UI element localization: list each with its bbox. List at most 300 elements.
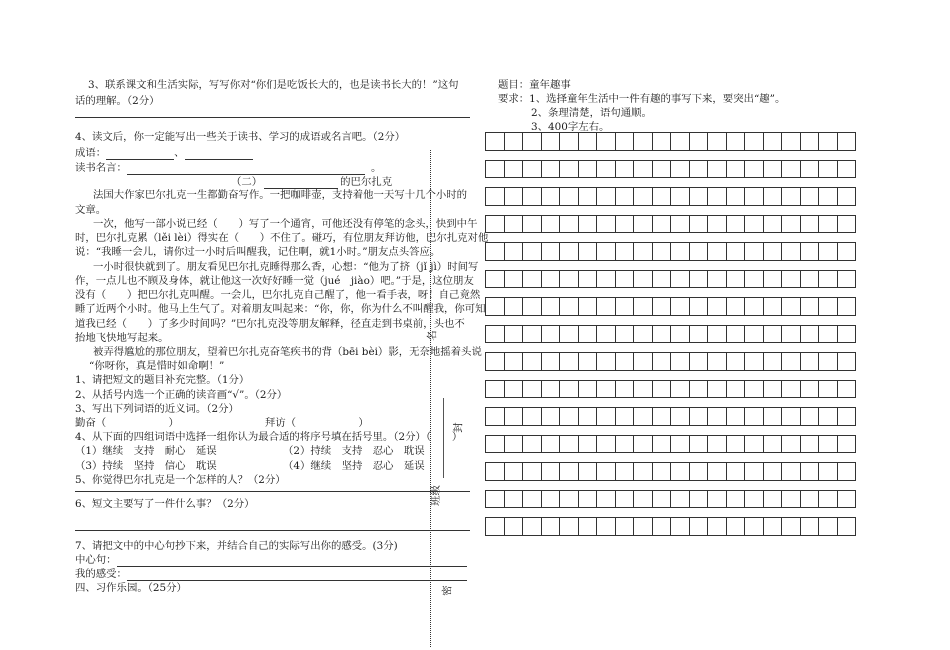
grid-cell[interactable]: [596, 132, 616, 151]
grid-cell[interactable]: [541, 297, 561, 316]
grid-cell[interactable]: [522, 380, 542, 399]
grid-cell[interactable]: [837, 242, 857, 261]
grid-cell[interactable]: [781, 490, 801, 509]
grid-cell[interactable]: [652, 160, 672, 179]
grid-cell[interactable]: [781, 297, 801, 316]
grid-cell[interactable]: [633, 160, 653, 179]
grid-cell[interactable]: [578, 435, 598, 454]
grid-cell[interactable]: [578, 407, 598, 426]
answer-line[interactable]: [75, 530, 470, 531]
grid-cell[interactable]: [781, 215, 801, 234]
grid-cell[interactable]: [578, 352, 598, 371]
grid-cell[interactable]: [818, 160, 838, 179]
grid-cell[interactable]: [652, 242, 672, 261]
grid-cell[interactable]: [615, 435, 635, 454]
grid-cell[interactable]: [633, 380, 653, 399]
grid-cell[interactable]: [559, 215, 579, 234]
grid-cell[interactable]: [633, 242, 653, 261]
grid-cell[interactable]: [633, 270, 653, 289]
grid-cell[interactable]: [744, 517, 764, 536]
grid-cell[interactable]: [485, 462, 505, 481]
grid-cell[interactable]: [504, 435, 524, 454]
grid-cell[interactable]: [633, 325, 653, 344]
grid-cell[interactable]: [559, 490, 579, 509]
grid-cell[interactable]: [578, 517, 598, 536]
grid-cell[interactable]: [504, 517, 524, 536]
grid-cell[interactable]: [541, 132, 561, 151]
grid-cell[interactable]: [670, 215, 690, 234]
grid-cell[interactable]: [763, 160, 783, 179]
grid-cell[interactable]: [818, 462, 838, 481]
grid-cell[interactable]: [541, 352, 561, 371]
grid-cell[interactable]: [818, 132, 838, 151]
grid-cell[interactable]: [578, 242, 598, 261]
grid-cell[interactable]: [837, 270, 857, 289]
grid-cell[interactable]: [652, 435, 672, 454]
grid-cell[interactable]: [837, 160, 857, 179]
grid-cell[interactable]: [744, 490, 764, 509]
grid-cell[interactable]: [800, 215, 820, 234]
grid-cell[interactable]: [707, 435, 727, 454]
grid-cell[interactable]: [781, 380, 801, 399]
grid-cell[interactable]: [800, 490, 820, 509]
grid-cell[interactable]: [670, 407, 690, 426]
grid-cell[interactable]: [652, 215, 672, 234]
grid-cell[interactable]: [522, 407, 542, 426]
grid-cell[interactable]: [800, 160, 820, 179]
grid-cell[interactable]: [615, 517, 635, 536]
grid-cell[interactable]: [837, 435, 857, 454]
grid-cell[interactable]: [559, 517, 579, 536]
grid-cell[interactable]: [652, 407, 672, 426]
grid-cell[interactable]: [596, 352, 616, 371]
grid-cell[interactable]: [726, 380, 746, 399]
grid-cell[interactable]: [578, 490, 598, 509]
grid-cell[interactable]: [504, 462, 524, 481]
grid-cell[interactable]: [615, 297, 635, 316]
grid-cell[interactable]: [596, 242, 616, 261]
grid-cell[interactable]: [707, 242, 727, 261]
grid-cell[interactable]: [744, 407, 764, 426]
grid-cell[interactable]: [596, 270, 616, 289]
grid-cell[interactable]: [633, 517, 653, 536]
grid-cell[interactable]: [522, 352, 542, 371]
grid-cell[interactable]: [596, 325, 616, 344]
grid-cell[interactable]: [670, 435, 690, 454]
grid-cell[interactable]: [837, 325, 857, 344]
grid-cell[interactable]: [670, 517, 690, 536]
grid-cell[interactable]: [485, 270, 505, 289]
grid-cell[interactable]: [763, 435, 783, 454]
grid-cell[interactable]: [818, 380, 838, 399]
grid-cell[interactable]: [818, 270, 838, 289]
grid-cell[interactable]: [485, 517, 505, 536]
grid-cell[interactable]: [596, 297, 616, 316]
grid-cell[interactable]: [744, 160, 764, 179]
synonym-baifang[interactable]: 拜访（ ）: [264, 417, 369, 429]
grid-cell[interactable]: [541, 242, 561, 261]
grid-cell[interactable]: [670, 352, 690, 371]
grid-cell[interactable]: [800, 270, 820, 289]
grid-cell[interactable]: [818, 407, 838, 426]
grid-cell[interactable]: [744, 462, 764, 481]
grid-cell[interactable]: [818, 435, 838, 454]
grid-cell[interactable]: [504, 132, 524, 151]
grid-cell[interactable]: [596, 160, 616, 179]
grid-cell[interactable]: [689, 435, 709, 454]
synonym-qinfen[interactable]: 勤奋（ ）: [75, 417, 179, 429]
grid-cell[interactable]: [615, 270, 635, 289]
grid-cell[interactable]: [744, 297, 764, 316]
answer-line[interactable]: [75, 117, 470, 118]
grid-cell[interactable]: [800, 187, 820, 206]
grid-cell[interactable]: [837, 215, 857, 234]
grid-cell[interactable]: [615, 187, 635, 206]
grid-cell[interactable]: [596, 407, 616, 426]
grid-cell[interactable]: [689, 215, 709, 234]
grid-cell[interactable]: [800, 242, 820, 261]
grid-cell[interactable]: [726, 270, 746, 289]
grid-cell[interactable]: [596, 435, 616, 454]
grid-cell[interactable]: [485, 325, 505, 344]
grid-cell[interactable]: [707, 160, 727, 179]
grid-cell[interactable]: [615, 490, 635, 509]
grid-cell[interactable]: [707, 270, 727, 289]
grid-cell[interactable]: [707, 325, 727, 344]
grid-cell[interactable]: [652, 132, 672, 151]
grid-cell[interactable]: [800, 132, 820, 151]
grid-cell[interactable]: [578, 325, 598, 344]
grid-cell[interactable]: [726, 490, 746, 509]
grid-cell[interactable]: [504, 160, 524, 179]
grid-cell[interactable]: [504, 215, 524, 234]
grid-cell[interactable]: [689, 352, 709, 371]
grid-cell[interactable]: [559, 352, 579, 371]
grid-cell[interactable]: [670, 325, 690, 344]
grid-cell[interactable]: [541, 517, 561, 536]
grid-cell[interactable]: [763, 215, 783, 234]
grid-cell[interactable]: [633, 187, 653, 206]
grid-cell[interactable]: [596, 215, 616, 234]
grid-cell[interactable]: [615, 132, 635, 151]
grid-cell[interactable]: [541, 325, 561, 344]
grid-cell[interactable]: [633, 407, 653, 426]
grid-cell[interactable]: [522, 242, 542, 261]
grid-cell[interactable]: [689, 517, 709, 536]
grid-cell[interactable]: [633, 435, 653, 454]
grid-cell[interactable]: [615, 407, 635, 426]
grid-cell[interactable]: [707, 407, 727, 426]
grid-cell[interactable]: [726, 352, 746, 371]
grid-cell[interactable]: [707, 380, 727, 399]
grid-cell[interactable]: [485, 297, 505, 316]
grid-cell[interactable]: [522, 325, 542, 344]
grid-cell[interactable]: [689, 407, 709, 426]
grid-cell[interactable]: [726, 297, 746, 316]
grid-cell[interactable]: [504, 242, 524, 261]
grid-cell[interactable]: [726, 325, 746, 344]
grid-cell[interactable]: [541, 490, 561, 509]
grid-cell[interactable]: [485, 490, 505, 509]
grid-cell[interactable]: [522, 215, 542, 234]
grid-cell[interactable]: [670, 270, 690, 289]
grid-cell[interactable]: [559, 407, 579, 426]
grid-cell[interactable]: [689, 490, 709, 509]
grid-cell[interactable]: [559, 435, 579, 454]
grid-cell[interactable]: [615, 215, 635, 234]
grid-cell[interactable]: [818, 325, 838, 344]
grid-cell[interactable]: [615, 352, 635, 371]
grid-cell[interactable]: [652, 270, 672, 289]
grid-cell[interactable]: [504, 407, 524, 426]
answer-line[interactable]: [75, 491, 470, 492]
grid-cell[interactable]: [504, 297, 524, 316]
grid-cell[interactable]: [633, 297, 653, 316]
grid-cell[interactable]: [615, 380, 635, 399]
grid-cell[interactable]: [652, 297, 672, 316]
grid-cell[interactable]: [763, 132, 783, 151]
grid-cell[interactable]: [781, 325, 801, 344]
grid-cell[interactable]: [541, 160, 561, 179]
grid-cell[interactable]: [485, 242, 505, 261]
grid-cell[interactable]: [763, 242, 783, 261]
grid-cell[interactable]: [689, 462, 709, 481]
grid-cell[interactable]: [559, 270, 579, 289]
grid-cell[interactable]: [541, 215, 561, 234]
grid-cell[interactable]: [726, 407, 746, 426]
grid-cell[interactable]: [578, 380, 598, 399]
grid-cell[interactable]: [485, 187, 505, 206]
grid-cell[interactable]: [504, 380, 524, 399]
grid-cell[interactable]: [504, 490, 524, 509]
grid-cell[interactable]: [763, 352, 783, 371]
grid-cell[interactable]: [504, 270, 524, 289]
grid-cell[interactable]: [837, 517, 857, 536]
grid-cell[interactable]: [485, 380, 505, 399]
grid-cell[interactable]: [800, 462, 820, 481]
grid-cell[interactable]: [763, 490, 783, 509]
grid-cell[interactable]: [504, 187, 524, 206]
grid-cell[interactable]: [596, 380, 616, 399]
grid-cell[interactable]: [689, 187, 709, 206]
grid-cell[interactable]: [781, 407, 801, 426]
grid-cell[interactable]: [615, 160, 635, 179]
grid-cell[interactable]: [652, 187, 672, 206]
grid-cell[interactable]: [818, 352, 838, 371]
idiom-blank-1[interactable]: [106, 159, 174, 160]
grid-cell[interactable]: [633, 215, 653, 234]
grid-cell[interactable]: [578, 462, 598, 481]
grid-cell[interactable]: [726, 187, 746, 206]
grid-cell[interactable]: [578, 132, 598, 151]
grid-cell[interactable]: [781, 352, 801, 371]
grid-cell[interactable]: [578, 187, 598, 206]
grid-cell[interactable]: [522, 160, 542, 179]
grid-cell[interactable]: [652, 517, 672, 536]
grid-cell[interactable]: [522, 490, 542, 509]
grid-cell[interactable]: [763, 517, 783, 536]
grid-cell[interactable]: [744, 187, 764, 206]
grid-cell[interactable]: [744, 435, 764, 454]
grid-cell[interactable]: [689, 160, 709, 179]
grid-cell[interactable]: [800, 325, 820, 344]
grid-cell[interactable]: [763, 407, 783, 426]
grid-cell[interactable]: [689, 132, 709, 151]
grid-cell[interactable]: [707, 352, 727, 371]
grid-cell[interactable]: [707, 215, 727, 234]
grid-cell[interactable]: [559, 380, 579, 399]
grid-cell[interactable]: [763, 187, 783, 206]
grid-cell[interactable]: [559, 160, 579, 179]
grid-cell[interactable]: [689, 242, 709, 261]
grid-cell[interactable]: [633, 490, 653, 509]
grid-cell[interactable]: [837, 297, 857, 316]
grid-cell[interactable]: [744, 380, 764, 399]
grid-cell[interactable]: [559, 325, 579, 344]
grid-cell[interactable]: [707, 517, 727, 536]
grid-cell[interactable]: [541, 435, 561, 454]
grid-cell[interactable]: [744, 270, 764, 289]
grid-cell[interactable]: [744, 325, 764, 344]
grid-cell[interactable]: [578, 270, 598, 289]
grid-cell[interactable]: [559, 187, 579, 206]
grid-cell[interactable]: [763, 380, 783, 399]
grid-cell[interactable]: [485, 435, 505, 454]
grid-cell[interactable]: [485, 407, 505, 426]
grid-cell[interactable]: [485, 160, 505, 179]
grid-cell[interactable]: [652, 490, 672, 509]
grid-cell[interactable]: [541, 380, 561, 399]
grid-cell[interactable]: [837, 352, 857, 371]
grid-cell[interactable]: [726, 160, 746, 179]
grid-cell[interactable]: [615, 242, 635, 261]
grid-cell[interactable]: [559, 297, 579, 316]
grid-cell[interactable]: [485, 132, 505, 151]
grid-cell[interactable]: [689, 380, 709, 399]
grid-cell[interactable]: [781, 270, 801, 289]
grid-cell[interactable]: [800, 435, 820, 454]
grid-cell[interactable]: [818, 297, 838, 316]
grid-cell[interactable]: [541, 462, 561, 481]
writing-grid[interactable]: [485, 132, 855, 536]
grid-cell[interactable]: [670, 490, 690, 509]
grid-cell[interactable]: [800, 297, 820, 316]
grid-cell[interactable]: [652, 462, 672, 481]
grid-cell[interactable]: [578, 160, 598, 179]
grid-cell[interactable]: [559, 462, 579, 481]
grid-cell[interactable]: [837, 187, 857, 206]
grid-cell[interactable]: [744, 215, 764, 234]
grid-cell[interactable]: [800, 407, 820, 426]
grid-cell[interactable]: [837, 407, 857, 426]
grid-cell[interactable]: [504, 352, 524, 371]
grid-cell[interactable]: [689, 270, 709, 289]
grid-cell[interactable]: [781, 242, 801, 261]
grid-cell[interactable]: [781, 462, 801, 481]
grid-cell[interactable]: [670, 132, 690, 151]
grid-cell[interactable]: [522, 297, 542, 316]
grid-cell[interactable]: [818, 215, 838, 234]
grid-cell[interactable]: [781, 435, 801, 454]
grid-cell[interactable]: [652, 380, 672, 399]
grid-cell[interactable]: [781, 160, 801, 179]
grid-cell[interactable]: [559, 242, 579, 261]
grid-cell[interactable]: [707, 462, 727, 481]
grid-cell[interactable]: [633, 132, 653, 151]
grid-cell[interactable]: [541, 407, 561, 426]
grid-cell[interactable]: [522, 435, 542, 454]
grid-cell[interactable]: [615, 462, 635, 481]
grid-cell[interactable]: [596, 517, 616, 536]
grid-cell[interactable]: [837, 132, 857, 151]
grid-cell[interactable]: [596, 490, 616, 509]
grid-cell[interactable]: [596, 462, 616, 481]
grid-cell[interactable]: [837, 380, 857, 399]
grid-cell[interactable]: [522, 517, 542, 536]
grid-cell[interactable]: [522, 132, 542, 151]
grid-cell[interactable]: [633, 462, 653, 481]
grid-cell[interactable]: [837, 490, 857, 509]
grid-cell[interactable]: [670, 242, 690, 261]
grid-cell[interactable]: [763, 325, 783, 344]
grid-cell[interactable]: [596, 187, 616, 206]
grid-cell[interactable]: [707, 132, 727, 151]
grid-cell[interactable]: [541, 187, 561, 206]
grid-cell[interactable]: [670, 462, 690, 481]
grid-cell[interactable]: [522, 187, 542, 206]
grid-cell[interactable]: [504, 325, 524, 344]
grid-cell[interactable]: [800, 380, 820, 399]
grid-cell[interactable]: [726, 435, 746, 454]
grid-cell[interactable]: [726, 132, 746, 151]
grid-cell[interactable]: [726, 215, 746, 234]
grid-cell[interactable]: [652, 352, 672, 371]
grid-cell[interactable]: [744, 352, 764, 371]
grid-cell[interactable]: [800, 352, 820, 371]
grid-cell[interactable]: [781, 187, 801, 206]
grid-cell[interactable]: [744, 132, 764, 151]
grid-cell[interactable]: [633, 352, 653, 371]
grid-cell[interactable]: [781, 517, 801, 536]
grid-cell[interactable]: [707, 490, 727, 509]
grid-cell[interactable]: [485, 352, 505, 371]
grid-cell[interactable]: [670, 187, 690, 206]
grid-cell[interactable]: [707, 297, 727, 316]
grid-cell[interactable]: [726, 517, 746, 536]
grid-cell[interactable]: [800, 517, 820, 536]
grid-cell[interactable]: [615, 325, 635, 344]
grid-cell[interactable]: [670, 160, 690, 179]
grid-cell[interactable]: [763, 297, 783, 316]
grid-cell[interactable]: [559, 132, 579, 151]
grid-cell[interactable]: [763, 270, 783, 289]
grid-cell[interactable]: [818, 490, 838, 509]
grid-cell[interactable]: [578, 297, 598, 316]
grid-cell[interactable]: [689, 325, 709, 344]
grid-cell[interactable]: [818, 187, 838, 206]
grid-cell[interactable]: [707, 187, 727, 206]
grid-cell[interactable]: [818, 517, 838, 536]
grid-cell[interactable]: [522, 270, 542, 289]
grid-cell[interactable]: [670, 380, 690, 399]
grid-cell[interactable]: [485, 215, 505, 234]
grid-cell[interactable]: [522, 462, 542, 481]
idiom-blank-2[interactable]: [185, 159, 253, 160]
grid-cell[interactable]: [541, 270, 561, 289]
grid-cell[interactable]: [689, 297, 709, 316]
grid-cell[interactable]: [578, 215, 598, 234]
grid-cell[interactable]: [670, 297, 690, 316]
